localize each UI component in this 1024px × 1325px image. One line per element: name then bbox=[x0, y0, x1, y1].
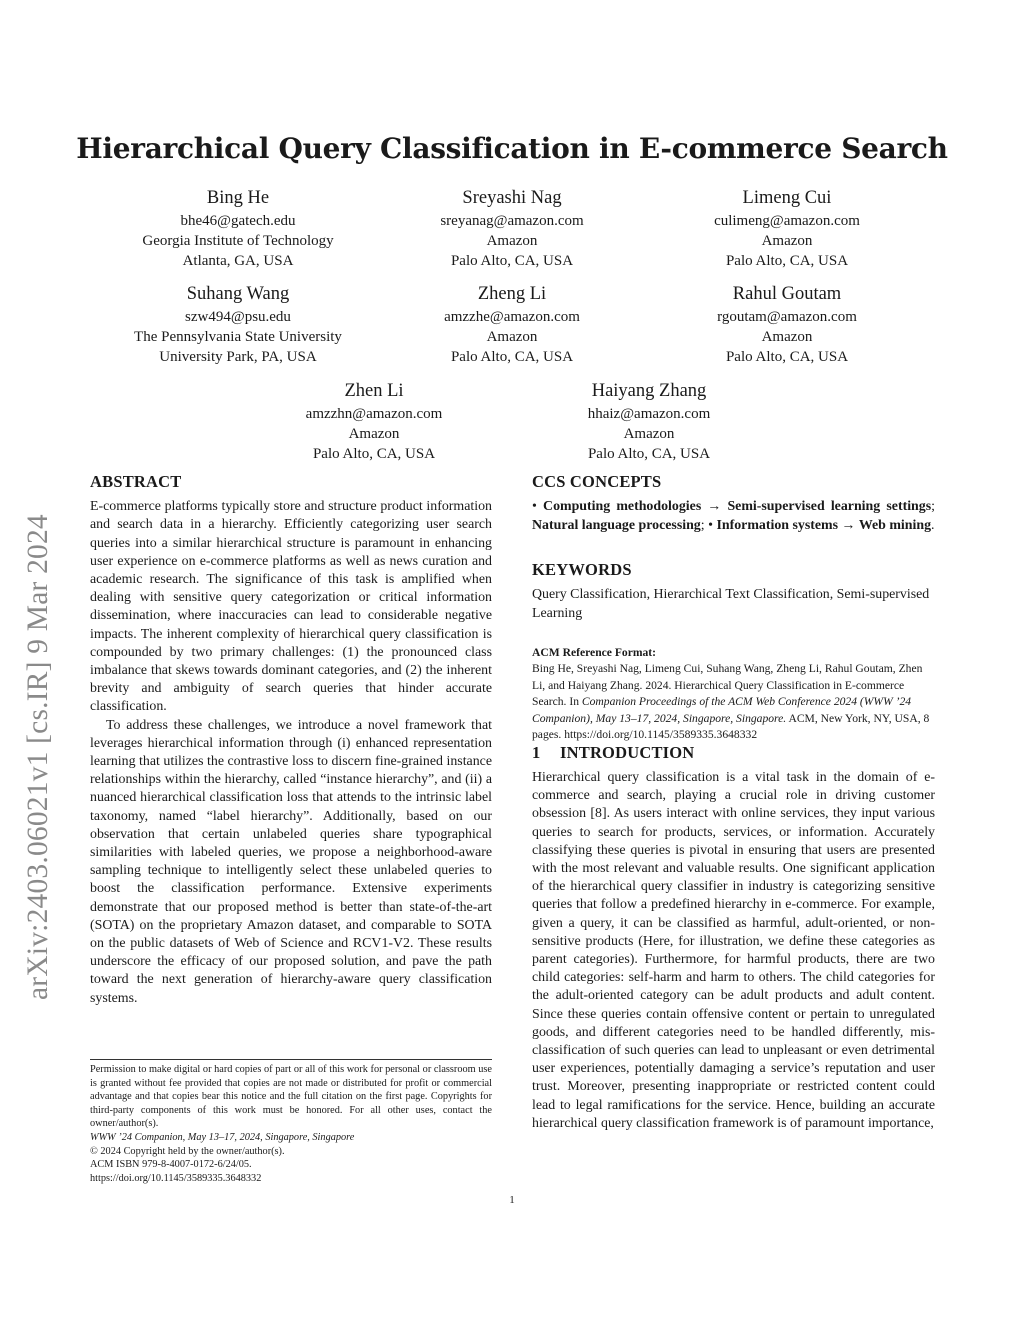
author-block bbox=[0, 0, 1024, 470]
doi-link[interactable]: https://doi.org/10.1145/3589335.3648332 bbox=[90, 1172, 262, 1184]
paper-title: Hierarchical Query Classification in E-commerce Search bbox=[76, 132, 948, 165]
author-card bbox=[509, 379, 789, 464]
ccs-term: Web mining bbox=[858, 517, 932, 533]
left-column bbox=[90, 473, 492, 1008]
author-affiliation: Amazon bbox=[623, 426, 675, 442]
page-number: 1 bbox=[509, 1194, 515, 1206]
author-card bbox=[234, 379, 514, 464]
separator: ; bbox=[700, 517, 709, 533]
author-card bbox=[372, 186, 652, 271]
section-title: INTRODUCTION bbox=[560, 742, 695, 762]
acm-reference-format bbox=[532, 645, 935, 744]
author-email[interactable]: sreyanag@amazon.com bbox=[440, 213, 584, 229]
author-name: Haiyang Zhang bbox=[591, 381, 707, 401]
abstract-paragraph-1: E-commerce platforms typically store and structure product information and search data in a hierarchy. Efficiently categorizing user search queries into a similar hierarchical structure is paramount in enhancing user experience on e-commerce platforms as well as news curation and academic research. The significance of this task is amplified when dealing with sensitive query categorization or critical information dissemination, where inaccuracies can lead to considerable negative impacts. The inherent complexity of hierarchical query classification is compounded by two primary challenges: (1) the pronounced class imbalance that skews towards dominant categories, and (2) the inherent brevity and ambiguity of search queries that hinder accurate classification. bbox=[90, 499, 492, 715]
author-location: Palo Alto, CA, USA bbox=[725, 253, 849, 269]
author-location: University Park, PA, USA bbox=[159, 349, 317, 365]
ccs-term: Semi-supervised learning settings bbox=[727, 499, 932, 515]
arxiv-identifier-stamp: arXiv:2403.06021v1 [cs.IR] 9 Mar 2024 bbox=[22, 514, 54, 1000]
author-affiliation: Amazon bbox=[761, 329, 813, 345]
author-email[interactable]: amzzhe@amazon.com bbox=[444, 309, 580, 325]
section-number: 1 bbox=[532, 742, 541, 762]
isbn: ACM ISBN 979-8-4007-0172-6/24/05. bbox=[90, 1159, 252, 1171]
acm-reference-venue: Companion Proceedings of the ACM Web Conference 2024 (WWW ’24 Companion), May 13–17, 2024, Singapore, Singapore. bbox=[532, 695, 912, 725]
right-column bbox=[532, 473, 935, 1133]
abstract-paragraph-2: To address these challenges, we introduce a novel framework that leverages hierarchical information through (i) enhanced representation learning that utilizes the contrastive loss to discern fine-grained instance relationships within the hierarchy, called “instance hierarchy”, and (ii) a nuanced hierarchical classification loss that attends to the intrinsic label taxonomy, named “label hierarchy”. Additionally, based on our observation that certain unlabeled queries share typographical similarities with labeled queries, we propose a neighborhood-aware sampling technique to intelligently select these unlabeled queries to boost the classification performance. Extensive experiments demonstrate that our proposed method is better than state-of-the-art (SOTA) on the proprietary Amazon dataset, and comparable to SOTA on the public datasets of Web of Science and RCV1-V2. These results underscore the efficacy of our proposed solution, and pave the path toward the next generation of hierarchy-aware query classification systems. bbox=[90, 717, 492, 1006]
author-email[interactable]: bhe46@gatech.edu bbox=[180, 213, 296, 229]
right-arrow-icon: → bbox=[838, 517, 859, 533]
author-affiliation: Amazon bbox=[486, 233, 538, 249]
author-email[interactable]: rgoutam@amazon.com bbox=[717, 309, 857, 325]
period: . bbox=[931, 517, 935, 533]
author-card bbox=[647, 186, 927, 271]
author-location: Palo Alto, CA, USA bbox=[450, 349, 574, 365]
permission-footnote bbox=[90, 1059, 492, 1185]
author-name: Suhang Wang bbox=[186, 284, 290, 304]
author-card bbox=[647, 282, 927, 367]
author-email[interactable]: amzzhn@amazon.com bbox=[305, 406, 443, 422]
keywords-text: Query Classification, Hierarchical Text Classification, Semi-supervised Learning bbox=[532, 587, 930, 621]
author-card bbox=[98, 186, 378, 271]
separator: ; bbox=[931, 499, 935, 515]
author-email[interactable]: hhaiz@amazon.com bbox=[587, 406, 711, 422]
conference-venue-text: WWW ’24 Companion, May 13–17, 2024, Singapore, Singapore bbox=[90, 1131, 355, 1143]
author-name: Rahul Goutam bbox=[732, 284, 842, 304]
author-name: Bing He bbox=[206, 188, 270, 208]
conference-venue bbox=[90, 1131, 492, 1145]
ccs-term: Computing methodologies bbox=[543, 499, 702, 515]
ccs-term: Information systems bbox=[716, 517, 839, 533]
author-name: Limeng Cui bbox=[742, 188, 832, 208]
abstract-heading: ABSTRACT bbox=[90, 472, 182, 491]
ccs-concepts bbox=[532, 498, 935, 535]
author-name: Zhen Li bbox=[344, 381, 404, 401]
acm-reference-text: Bing He, Sreyashi Nag, Limeng Cui, Suhang Wang, Zheng Li, Rahul Goutam, Zhen Li, and Haiyang Zhang. 2024. Hierarchical Query Classification in E-commerce Search. In bbox=[532, 662, 923, 709]
bullet: • bbox=[532, 499, 537, 515]
permission-text: Permission to make digital or hard copies of part or all of this work for personal or classroom use is granted without fee provided that copies are not made or distributed for profit or commercial advantage and that copies bear this notice and the full citation on the first page. Copyrights for third-party components of this work must be honored. For all other uses, contact the owner/author(s). bbox=[90, 1064, 492, 1130]
author-location: Palo Alto, CA, USA bbox=[725, 349, 849, 365]
author-affiliation: Amazon bbox=[761, 233, 813, 249]
author-location: Palo Alto, CA, USA bbox=[312, 446, 436, 462]
author-affiliation: Amazon bbox=[348, 426, 400, 442]
author-affiliation: The Pennsylvania State University bbox=[134, 329, 342, 345]
author-card bbox=[372, 282, 652, 367]
author-card bbox=[98, 282, 378, 367]
author-email[interactable]: szw494@psu.edu bbox=[185, 309, 291, 325]
copyright-notice: © 2024 Copyright held by the owner/author(s). bbox=[90, 1145, 285, 1157]
keywords-heading: KEYWORDS bbox=[532, 560, 632, 580]
author-affiliation: Amazon bbox=[486, 329, 538, 345]
author-email[interactable]: culimeng@amazon.com bbox=[714, 213, 860, 229]
bullet: • bbox=[708, 517, 713, 533]
author-name: Sreyashi Nag bbox=[462, 188, 562, 208]
introduction-heading bbox=[532, 744, 935, 762]
ccs-heading: CCS CONCEPTS bbox=[532, 472, 662, 491]
ccs-term: Natural language processing bbox=[532, 517, 701, 533]
acm-reference-text-end: ACM, New York, NY, USA, 8 pages. https://doi.org/10.1145/3589335.3648332 bbox=[532, 711, 930, 742]
author-affiliation: Georgia Institute of Technology bbox=[142, 233, 334, 249]
right-arrow-icon: → bbox=[701, 499, 728, 515]
author-location: Atlanta, GA, USA bbox=[182, 253, 294, 269]
acm-reference-label: ACM Reference Format: bbox=[532, 645, 657, 659]
author-location: Palo Alto, CA, USA bbox=[450, 253, 574, 269]
author-location: Palo Alto, CA, USA bbox=[587, 446, 711, 462]
introduction-paragraph: Hierarchical query classification is a vital task in the domain of e-commerce and search, playing a crucial role in driving customer obsession [8]. As users interact with online services, they input various queries to search for products, services, or information. Accurately classifying these queries is pivotal in ensuring that users are presented with the most relevant and valuable results. One significant application of the hierarchical query classifier in industry is categorizing sensitive queries that follow a predefined hierarchy in e-commerce. For example, given a query, it can be classified as harmful, adult-oriented, or non-sensitive products (Here, for illustration, we define these categories as parent categories). Furthermore, for harmful products, there are two child categories: self-harm and harm to others. The child categories for the adult-oriented category can be adult products and adult content. Since these queries contain offensive content or pertain to unregulated goods, and different categories need to be handled differently, mis-classification of such queries can lead to unpleasant or even detrimental user experiences, potentially damaging a service’s reputation and user trust. Moreover, presenting inappropriate or restricted content could lead to legal ramifications for the service. Hence, building an accurate hierarchical query classification framework is of paramount importance, bbox=[532, 770, 935, 1131]
author-name: Zheng Li bbox=[477, 284, 547, 304]
